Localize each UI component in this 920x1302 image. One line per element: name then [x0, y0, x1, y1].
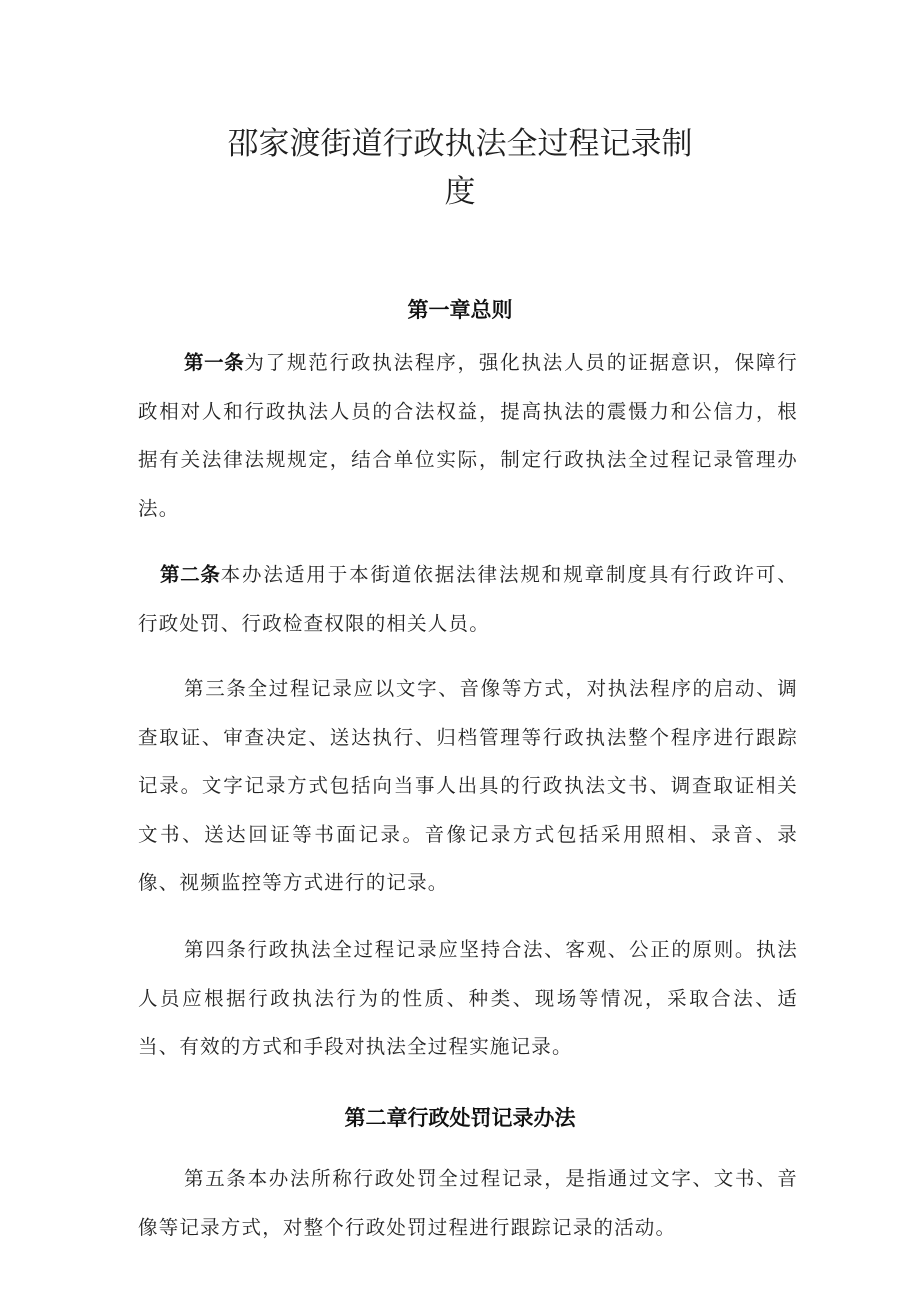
article-5-text: 本办法所称行政处罚全过程记录，是指通过文字、文书、音像等记录方式，对整个行政处罚过程进行跟踪记录的活动。: [138, 1167, 798, 1239]
chapter-heading-2: 第二章行政处罚记录办法: [344, 1106, 576, 1130]
article-2: [138, 551, 798, 648]
document-title-line-2: 度: [444, 174, 476, 210]
article-3-label: 第三条: [184, 677, 248, 700]
article-3: [138, 665, 798, 908]
article-2-label: 第二条: [160, 563, 221, 586]
article-4: [138, 926, 798, 1072]
document-title-line-1: 邵家渡街道行政执法全过程记录制: [227, 126, 693, 162]
chapter-heading-1: 第一章总则: [407, 298, 513, 322]
article-1-text: 为了规范行政执法程序，强化执法人员的证据意识，保障行政相对人和行政执法人员的合法权益，提高执法的震慑力和公信力，根据有关法律法规规定，结合单位实际，制定行政执法全过程记录管理办法。: [138, 351, 798, 520]
article-3-text: 全过程记录应以文字、音像等方式，对执法程序的启动、调查取证、审查决定、送达执行、归档管理等行政执法整个程序进行跟踪记录。文字记录方式包括向当事人出具的行政执法文书、调查取证相关文书、送达回证等书面记录。音像记录方式包括采用照相、录音、录像、视频监控等方式进行的记录。: [138, 677, 798, 894]
article-4-text: 行政执法全过程记录应坚持合法、客观、公正的原则。执法人员应根据行政执法行为的性质、种类、现场等情况，采取合法、适当、有效的方式和手段对执法全过程实施记录。: [138, 938, 798, 1058]
article-4-label: 第四条: [184, 938, 248, 961]
article-5: [138, 1155, 798, 1252]
article-5-label: 第五条: [184, 1167, 248, 1190]
article-1: [138, 339, 798, 533]
article-2-text: 本办法适用于本街道依据法律法规和规章制度具有行政许可、行政处罚、行政检查权限的相关人员。: [138, 563, 798, 635]
article-1-label: 第一条: [184, 351, 245, 374]
